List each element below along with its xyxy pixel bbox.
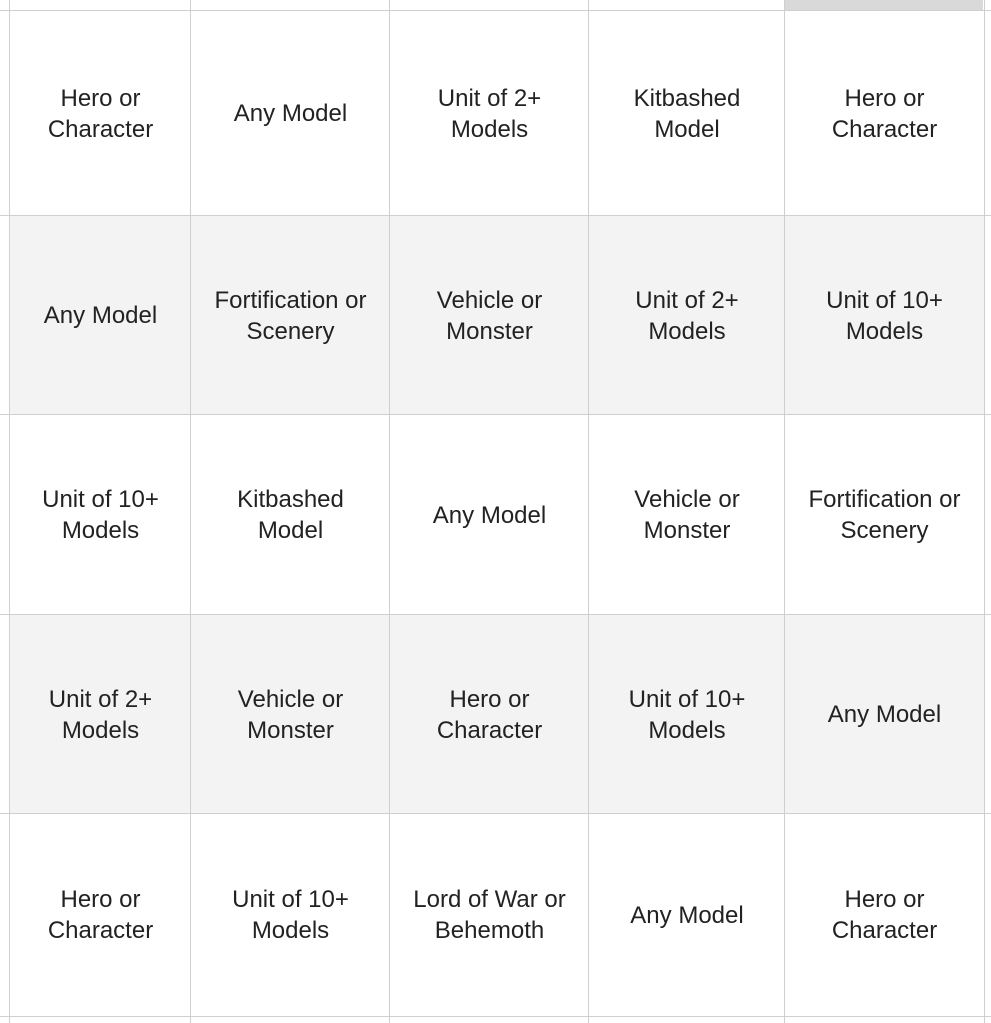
grid-cell[interactable] (191, 615, 390, 814)
cell-text-line: Lord of War or (413, 886, 566, 913)
cell-text (238, 684, 343, 746)
cell-text (237, 484, 344, 546)
cell-text-line: Fortification or (214, 286, 367, 314)
cell-text-line: Scenery (246, 317, 335, 345)
cell-text-line: Unit of 2+ (437, 84, 542, 112)
cell-text-line: Unit of 2+ (635, 286, 739, 314)
cell-text-line: Unit of 2+ (48, 685, 153, 713)
cell-text (635, 285, 738, 347)
grid-cell[interactable] (10, 11, 191, 216)
cell-text (433, 500, 546, 531)
cell-text-line: Models (61, 517, 140, 544)
cell-text (437, 285, 542, 347)
cell-text-line: Unit of 10+ (628, 685, 746, 713)
cell-text-line: Hero or (449, 685, 530, 713)
cell-text-line: Character (831, 115, 938, 143)
cell-text (214, 285, 366, 347)
cell-text-line: Hero or (844, 886, 925, 913)
row-divider (0, 1016, 991, 1017)
grid-cell[interactable] (191, 415, 390, 615)
cell-text-line: Behemoth (434, 917, 545, 944)
cell-text-line: Any Model (233, 100, 348, 127)
cell-text (48, 884, 153, 946)
cell-text-line: Character (436, 716, 543, 744)
cell-text-line: Any Model (630, 901, 744, 929)
cell-text-line: Any Model (827, 701, 942, 728)
cell-text-line: Models (845, 317, 924, 345)
cell-text (437, 684, 542, 746)
grid-cell[interactable] (589, 814, 785, 1016)
cell-text-line: Models (450, 115, 529, 143)
grid-cell[interactable] (10, 415, 191, 615)
cell-text-line: Hero or (844, 84, 925, 112)
grid-cell[interactable] (589, 415, 785, 615)
grid-cell[interactable] (10, 814, 191, 1016)
grid-cell[interactable] (390, 814, 589, 1016)
grid-cell[interactable] (589, 216, 785, 415)
grid-cell[interactable] (390, 11, 589, 216)
cell-text (232, 884, 349, 946)
cell-text (234, 98, 347, 129)
cell-text-line: Kitbashed (633, 84, 741, 112)
cell-text-line: Unit of 10+ (42, 486, 159, 513)
cell-text-line: Model (654, 115, 720, 143)
cell-text (48, 83, 153, 145)
grid-cell[interactable] (10, 216, 191, 415)
cell-text-line: Models (61, 716, 140, 744)
grid-cell[interactable] (785, 11, 984, 216)
cell-text-line: Unit of 10+ (826, 286, 943, 314)
cell-text-line: Any Model (432, 501, 547, 529)
grid-cell[interactable] (191, 11, 390, 216)
cell-text (42, 484, 159, 546)
cell-text-line: Vehicle or (436, 286, 543, 314)
grid-cell[interactable] (390, 615, 589, 814)
cell-text-line: Hero or (60, 84, 141, 112)
cell-text (629, 684, 746, 746)
cell-text (826, 285, 943, 347)
grid-cell[interactable] (589, 11, 785, 216)
cell-text (630, 900, 743, 931)
cell-text (634, 484, 739, 546)
cell-text-line: Fortification or (808, 486, 961, 513)
cell-text-line: Hero or (60, 886, 141, 913)
cell-text (413, 884, 566, 946)
cell-text-line: Vehicle or (237, 685, 344, 713)
cell-text-line: Models (251, 917, 330, 944)
cell-text-line: Monster (446, 317, 533, 345)
grid-cell[interactable] (785, 615, 984, 814)
cell-text (832, 83, 937, 145)
cell-text-line: Character (47, 917, 154, 944)
cell-text-line: Vehicle or (634, 486, 740, 513)
cell-text-line: Any Model (43, 302, 158, 329)
cell-text-line: Scenery (840, 517, 929, 544)
cell-text (44, 300, 157, 331)
grid-cell[interactable] (191, 216, 390, 415)
selected-column-header[interactable] (785, 0, 983, 10)
cell-text-line: Monster (247, 716, 334, 744)
cell-text-line: Models (648, 317, 726, 345)
grid-cell[interactable] (191, 814, 390, 1016)
cell-text-line: Unit of 10+ (232, 886, 349, 913)
cell-text (832, 884, 937, 946)
cell-text-line: Monster (643, 517, 731, 544)
column-divider (984, 0, 985, 1023)
cell-text (438, 83, 541, 145)
cell-text-line: Character (47, 115, 154, 143)
cell-text-line: Character (831, 917, 938, 944)
grid-cell[interactable] (785, 216, 984, 415)
cell-text-line: Models (648, 716, 726, 744)
cell-text-line: Model (257, 517, 324, 544)
cell-text (828, 699, 941, 730)
grid-cell[interactable] (390, 415, 589, 615)
cell-text (49, 684, 152, 746)
cell-text (808, 484, 960, 546)
grid-cell[interactable] (589, 615, 785, 814)
grid-cell[interactable] (10, 615, 191, 814)
grid-cell[interactable] (390, 216, 589, 415)
grid-cell[interactable] (785, 814, 984, 1016)
cell-text (634, 83, 741, 145)
grid-cell[interactable] (785, 415, 984, 615)
cell-text-line: Kitbashed (237, 486, 344, 513)
